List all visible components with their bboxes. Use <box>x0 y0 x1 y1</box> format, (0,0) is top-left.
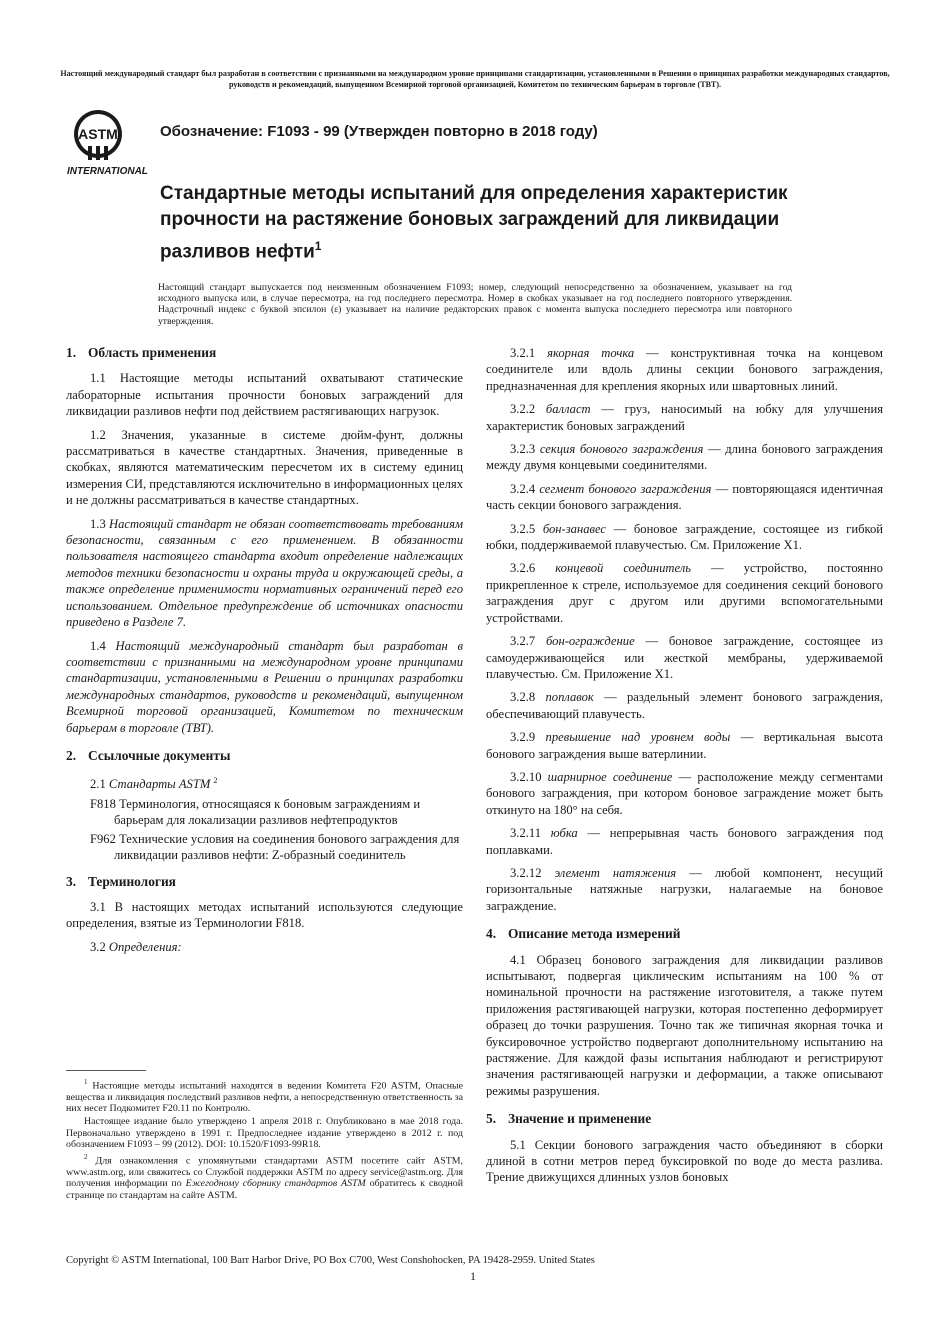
definition-item: 3.2.5 бон-занавес — боновое заграждение, состоящее из гибкой юбки, поддерживаемой плавучестью. См. Приложение X1. <box>486 521 883 553</box>
paragraph-4-1: 4.1 Образец бонового заграждения для ликвидации разливов испытывают, подвергая циклическим испытаниям на 100 % от номинальной прочности на растяжение изготовителя, а также путем приложения растягивающей нагрузки, которая постепенно деформирует образец до точки разрушения. Точно так же типичная якорная точка и буксировочное устройство подвергают дополнительному испытанию на растяжение. Для каждой фазы испытания наблюдают и регистрируют значения растягивающей нагрузки и деформации, а также описывают режимы разрушения. <box>486 952 883 1098</box>
definition-item: 3.2.1 якорная точка — конструктивная точка на концевом соединителе или вдоль длины секции бонового заграждения, предназначенная для крепления якорных или швартовных линий. <box>486 346 883 393</box>
preface-note: Настоящий стандарт выпускается под неизменным обозначением F1093; номер, следующий непосредственно за обозначением, указывает на год исходного выпуска или, в случае пересмотра, на год последнего пересмотра. Номер в скобках указывает на год последнего повторного утверждения. Надстрочный индекс с буквой эпсилон (ε) указывает на наличие редакторских правок с момента выпуска последнего пересмотра или повторного утверждения. <box>158 282 792 327</box>
section-heading-1: 1. Область применения <box>66 345 217 360</box>
definition-item: 3.2.3 секция бонового заграждения — длина бонового заграждения между двумя концевыми соединителями. <box>486 442 883 473</box>
paragraph-2-1: 2.1 Стандарты ASTM $^2$ <box>90 776 218 792</box>
page-number: 1 <box>470 1269 476 1283</box>
footnote-2: $^2$ Для ознакомления с упомянутыми стандартами ASTM посетите сайт ASTM, www.astm.org, или свяжитесь со Службой поддержки ASTM по адресу service@astm.org. Для получения информации по Ежегодному сборнику стандартов ASTM обратитесь к сводной странице по стандартам на сайте ASTM. <box>66 1152 464 1201</box>
title-text: Стандартные методы испытаний для определения характеристик прочности на растяжение боновых заграждений для ликвидации разливов нефти <box>160 183 788 263</box>
footnote-divider <box>66 1070 146 1071</box>
left-column <box>66 345 463 962</box>
paragraph-3-2: 3.2 Определения: <box>90 939 182 954</box>
document-title <box>160 181 800 265</box>
reference-item: F962 Технические условия на соединения бонового заграждения для ликвидации разливов нефти: Z-образный соединитель <box>90 831 460 863</box>
paragraph-1-1: 1.1 Настоящие методы испытаний охватывают статические лабораторные испытания прочности боновых заграждений для ликвидации разливов нефти под действием растягивающих нагрузок. <box>66 371 463 419</box>
section-heading-2: 2. Ссылочные документы <box>66 747 231 763</box>
paragraph-1-2: 1.2 Значения, указанные в системе дюйм-фунт, должны рассматриваться в качестве стандартных. Значения, приведенные в скобках, являются математическим пересчетом их в систему единиц измерения СИ, представляются исключительно в информационных целях и не должны рассматриваться в качестве стандартных. <box>66 427 463 508</box>
title-footnote-marker: 1 <box>314 239 322 253</box>
right-column <box>486 345 883 1193</box>
paragraph-1-3: 1.3 Настоящий стандарт не обязан соответствовать требованиям безопасности, связанным с его применением. В обязанности пользователя настоящего стандарта входит определение надлежащих методов техники безопасности и охраны труда и окружающей среды, а также определение применимости нормативных ограничений перед его использованием. Отдельное предупреждение об источниках опасности приведено в Разделе 7. <box>66 516 463 630</box>
section-heading-4: 4. Описание метода измерений <box>486 926 681 942</box>
definition-item: 3.2.12 элемент натяжения — любой компонент, несущий горизонтальные натяжные нагрузки, налагаемые на боновое заграждение. <box>486 865 883 913</box>
astm-logo <box>64 106 156 178</box>
definition-item: 3.2.10 шарнирное соединение — расположение между сегментами бонового заграждения, при котором боновое заграждение может быть откинуто на 180° на себя. <box>486 769 884 817</box>
definition-item: 3.2.8 поплавок — раздельный элемент бонового заграждения, обеспечивающий плавучесть. <box>486 690 883 721</box>
reference-item: F818 Терминология, относящаяся к боновым заграждениям и барьерам для локализации разливов нефтепродуктов <box>90 796 421 828</box>
section-heading-3: 3. Терминология <box>66 873 176 889</box>
section-heading-5: 5. Значение и применение <box>486 1111 652 1127</box>
svg-text:ASTM: ASTM <box>78 126 118 142</box>
definition-item: 3.2.9 превышение над уровнем воды — вертикальная высота бонового заграждения выше ватерлинии. <box>486 730 883 761</box>
footnote-1-approval: Настоящее издание было утверждено 1 апреля 2018 г. Опубликовано в мае 2018 года. Первоначально утверждено в 1991 г. Предпоследнее издание утверждено в 2012 г. под обозначением F1093 – 99 (2012). DOI: 10.1520/F1093-99R18. <box>66 1116 463 1151</box>
definition-item: 3.2.6 концевой соединитель — устройство, постоянно прикрепленное к стреле, используемое для соединения секций бонового заграждения друг с другом или другими вспомогательными устройствами. <box>486 561 883 625</box>
definition-item: 3.2.11 юбка — непрерывная часть бонового заграждения под поплавками. <box>486 826 884 857</box>
definition-item: 3.2.7 бон-ограждение — боновое заграждение, состоящее из самоудерживающейся или жесткой мембраны, удерживаемой плавучестью. См. Приложение X1. <box>486 634 883 681</box>
footnote-1: $^1$ Настоящие методы испытаний находятся в ведении Комитета F20 ASTM, Опасные вещества и ликвидация последствий разливов нефти, а непосредственную ответственность за них несет Подкомитет F20.11 по Контролю. <box>66 1078 464 1115</box>
definition-item: 3.2.4 сегмент бонового заграждения — повторяющаяся идентичная часть секции бонового заграждения. <box>486 481 883 513</box>
copyright-line: Copyright © ASTM International, 100 Barr Harbor Drive, PO Box C700, West Conshohocken, PA 19428-2959. United States <box>66 1255 595 1266</box>
definition-item: 3.2.2 балласт — груз, наносимый на юбку для улучшения характеристик боновых заграждений <box>486 402 883 433</box>
paragraph-1-4: 1.4 Настоящий международный стандарт был разработан в соответствии с признанными на международном уровне принципами стандартизации, установленными в Решении о принципах разработки международных стандартов, руководств и рекомендаций, выпущенном Всемирной торговой организацией, Комитетом по техническим барьерам в торговле (ТВТ). <box>66 638 463 735</box>
paragraph-5-1: 5.1 Секции бонового заграждения часто объединяют в сборки длиной в сотни метров перед буксировкой по воде до места разлива. Трение движущихся длинных узлов боновых <box>486 1137 883 1185</box>
logo-caption: INTERNATIONAL <box>67 166 148 177</box>
international-standard-note: Настоящий международный стандарт был разработан в соответствии с признанными на международном уровне принципами стандартизации, установленными в Решении о принципах разработки международных стандартов, руководств и рекомендаций, выпущенном Всемирной торговой организацией, Комитетом по техническим барьерам в торговле (ТВТ). <box>60 69 890 89</box>
paragraph-3-1: 3.1 В настоящих методах испытаний используются следующие определения, взятые из Терминологии F818. <box>66 899 463 931</box>
designation: Обозначение: F1093 - 99 (Утвержден повторно в 2018 году) <box>160 123 598 140</box>
footnotes <box>66 1077 463 1203</box>
